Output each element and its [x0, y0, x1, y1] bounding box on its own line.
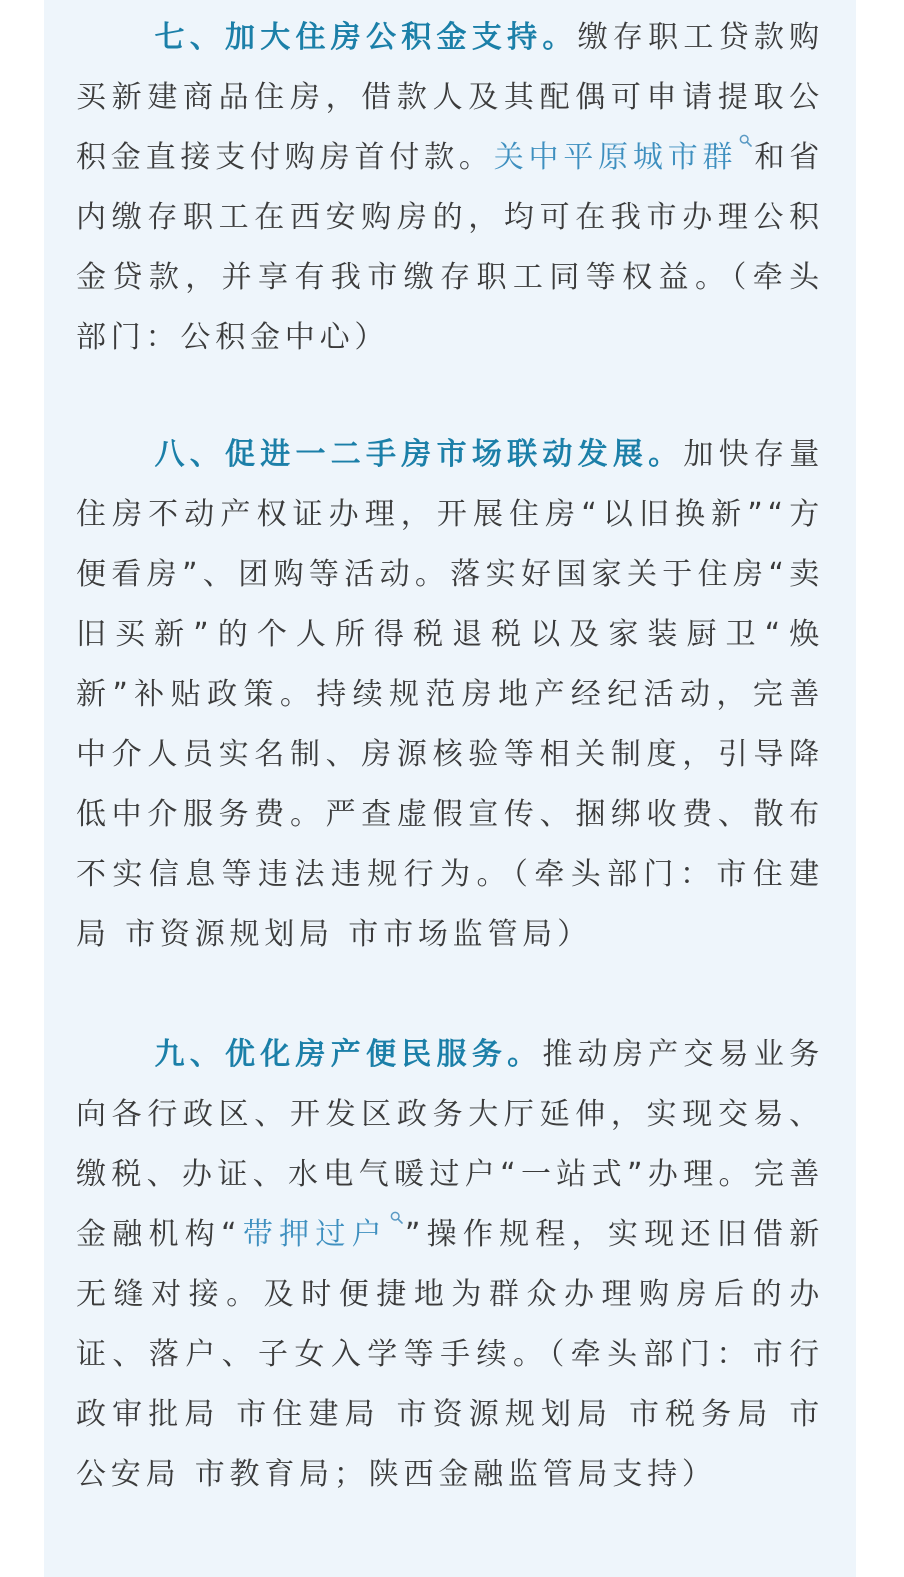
section-9-text-b: ”操作规程，实现还旧借新无缝对接。及时便捷地为群众办理购房后的办证、落户、子女入学等手续。（牵头部门：市行政审批局 市住建局 市资源规划局 市税务局 市公安局 市教育局；陕西金融监管局支持） [76, 1217, 825, 1492]
section-9 [76, 1025, 824, 1505]
section-8-heading: 八、促进一二手房市场联动发展。 [154, 437, 684, 472]
section-8-text: 加快存量住房不动产权证办理，开展住房“以旧换新”“方便看房”、团购等活动。落实好国家关于住房“卖旧买新”的个人所得税退税以及家装厨卫“焕新”补贴政策。持续规范房地产经纪活动，完善中介人员实名制、房源核验等相关制度，引导降低中介服务费。严查虚假宣传、捆绑收费、散布不实信息等违法违规行为。（牵头部门：市住建局 市资源规划局 市市场监管局） [76, 437, 825, 952]
link-guanzhong-plain[interactable]: 关中平原城市群 [493, 140, 738, 175]
section-7 [76, 8, 824, 368]
section-9-heading: 九、优化房产便民服务。 [154, 1037, 543, 1072]
section-7-heading: 七、加大住房公积金支持。 [154, 20, 578, 55]
section-7-text-b: 和省内缴存职工在西安购房的，均可在我市办理公积金贷款，并享有我市缴存职工同等权益。（牵头部门：公积金中心） [76, 140, 824, 355]
section-7-text-a: 缴存职工贷款购买新建商品住房，借款人及其配偶可申请提取公积金直接支付购房首付款。 [76, 20, 824, 175]
search-icon[interactable] [739, 134, 752, 147]
search-icon[interactable] [390, 1211, 403, 1224]
section-9-text-a: 推动房产交易业务向各行政区、开发区政务大厅延伸，实现交易、缴税、办证、水电气暖过户“一站式”办理。完善金融机构“ [76, 1037, 824, 1252]
link-mortgage-transfer[interactable]: 带押过户 [241, 1217, 388, 1252]
section-8 [76, 425, 824, 965]
